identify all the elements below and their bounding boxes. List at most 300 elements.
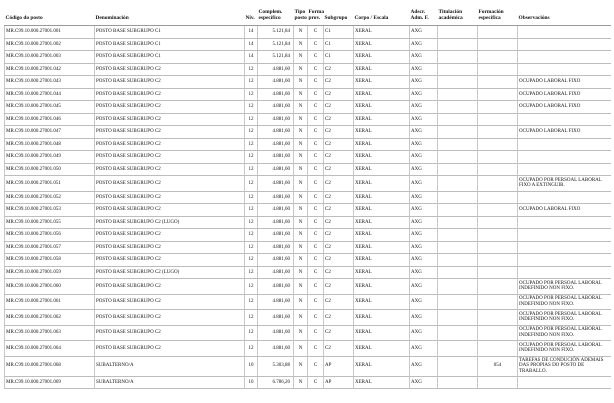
cell-codigo: MR.C99.10.000.27001.048: [5, 138, 95, 151]
cell-tipo: N: [294, 163, 308, 176]
cell-subgrupo: C2: [324, 126, 354, 139]
cell-forma: C: [308, 325, 324, 341]
table-row: [5, 126, 611, 139]
cell-subgrupo: C2: [324, 294, 354, 310]
cell-codigo: MR.C99.10.000.27001.062: [5, 310, 95, 326]
cell-forma: C: [308, 266, 324, 279]
cell-nivel: 12: [245, 294, 258, 310]
cell-titulacion: [438, 229, 478, 242]
cell-observacions: [518, 51, 611, 64]
table-row: [5, 138, 611, 151]
cell-denominacion: POSTO BASE SUBGRUPO C2 (LUGO): [95, 266, 245, 279]
cell-formacion: [478, 126, 518, 139]
cell-formacion: [478, 279, 518, 295]
cell-titulacion: [438, 241, 478, 254]
cell-adscricion: AXG: [410, 163, 438, 176]
cell-codigo: MR.C99.10.000.27001.064: [5, 341, 95, 357]
cell-denominacion: POSTO BASE SUBGRUPO C2: [95, 101, 245, 114]
cell-forma: C: [308, 63, 324, 76]
cell-complemento: 5.121,84: [258, 26, 294, 39]
cell-tipo: N: [294, 216, 308, 229]
table-row: [5, 26, 611, 39]
cell-corpo: XERAL: [354, 88, 410, 101]
cell-observacions: OCUPADO POR PERSOAL LABORAL FIXO A EXTINGUIR.: [518, 176, 611, 192]
cell-complemento: 4.881,60: [258, 241, 294, 254]
table-row: [5, 63, 611, 76]
cell-formacion: [478, 138, 518, 151]
cell-codigo: MR.C99.10.000.27001.059: [5, 266, 95, 279]
cell-subgrupo: C2: [324, 63, 354, 76]
header-denominacion: Denominación: [95, 0, 245, 26]
cell-forma: C: [308, 176, 324, 192]
cell-complemento: 4.881,60: [258, 63, 294, 76]
cell-denominacion: SUBALTERNO/A: [95, 376, 245, 389]
cell-forma: C: [308, 163, 324, 176]
cell-nivel: 12: [245, 341, 258, 357]
cell-tipo: N: [294, 229, 308, 242]
cell-complemento: 4.881,60: [258, 204, 294, 217]
cell-corpo: XERAL: [354, 341, 410, 357]
cell-adscricion: AXG: [410, 88, 438, 101]
cell-subgrupo: C2: [324, 229, 354, 242]
cell-titulacion: [438, 88, 478, 101]
cell-complemento: 4.881,60: [258, 216, 294, 229]
cell-subgrupo: C2: [324, 151, 354, 164]
cell-forma: C: [308, 241, 324, 254]
table-row: [5, 279, 611, 295]
cell-formacion: [478, 341, 518, 357]
cell-observacions: [518, 191, 611, 204]
cell-codigo: MR.C99.10.000.27001.061: [5, 294, 95, 310]
cell-forma: C: [308, 229, 324, 242]
cell-formacion: [478, 101, 518, 114]
cell-complemento: 4.881,60: [258, 126, 294, 139]
cell-observacions: OCUPADO POR PERSOAL LABORAL INDEFINIDO NON FIXO.: [518, 279, 611, 295]
cell-adscricion: AXG: [410, 26, 438, 39]
header-observacions: Observacións: [518, 0, 611, 26]
cell-forma: C: [308, 310, 324, 326]
cell-subgrupo: AP: [324, 376, 354, 389]
cell-observacions: OCUPADO LABORAL FIXO: [518, 76, 611, 89]
cell-complemento: 4.881,60: [258, 294, 294, 310]
cell-codigo: MR.C99.10.000.27001.052: [5, 191, 95, 204]
cell-formacion: [478, 191, 518, 204]
cell-corpo: XERAL: [354, 163, 410, 176]
cell-adscricion: AXG: [410, 254, 438, 267]
cell-forma: C: [308, 76, 324, 89]
cell-corpo: XERAL: [354, 38, 410, 51]
cell-denominacion: POSTO BASE SUBGRUPO C2: [95, 151, 245, 164]
cell-tipo: N: [294, 126, 308, 139]
cell-observacions: OCUPADO POR PERSOAL LABORAL INDEFINIDO NON FIXO.: [518, 294, 611, 310]
cell-complemento: 5.121,84: [258, 51, 294, 64]
table-row: [5, 356, 611, 376]
cell-denominacion: POSTO BASE SUBGRUPO C2: [95, 254, 245, 267]
cell-tipo: N: [294, 279, 308, 295]
cell-codigo: MR.C99.10.000.27001.058: [5, 254, 95, 267]
cell-subgrupo: C2: [324, 279, 354, 295]
cell-codigo: MR.C99.10.000.27001.045: [5, 101, 95, 114]
cell-denominacion: POSTO BASE SUBGRUPO C1: [95, 26, 245, 39]
cell-observacions: OCUPADO LABORAL FIXO: [518, 126, 611, 139]
cell-complemento: 4.881,60: [258, 310, 294, 326]
header-complemento: Complem. específico: [258, 0, 294, 26]
table-row: [5, 191, 611, 204]
cell-corpo: XERAL: [354, 241, 410, 254]
cell-adscricion: AXG: [410, 294, 438, 310]
cell-formacion: [478, 376, 518, 389]
cell-nivel: 12: [245, 241, 258, 254]
header-nivel: Nív.: [245, 0, 258, 26]
cell-adscricion: AXG: [410, 241, 438, 254]
cell-nivel: 12: [245, 63, 258, 76]
cell-observacions: OCUPADO POR PERSOAL LABORAL INDEFINIDO NON FIXO.: [518, 325, 611, 341]
cell-nivel: 12: [245, 126, 258, 139]
cell-observacions: [518, 376, 611, 389]
cell-titulacion: [438, 204, 478, 217]
cell-adscricion: AXG: [410, 310, 438, 326]
cell-complemento: 4.881,60: [258, 88, 294, 101]
cell-adscricion: AXG: [410, 113, 438, 126]
cell-tipo: N: [294, 191, 308, 204]
cell-formacion: 054: [478, 356, 518, 376]
cell-titulacion: [438, 310, 478, 326]
cell-formacion: [478, 241, 518, 254]
cell-nivel: 12: [245, 229, 258, 242]
cell-titulacion: [438, 76, 478, 89]
header-formacion: Formación específica: [478, 0, 518, 26]
table-row: [5, 88, 611, 101]
cell-forma: C: [308, 204, 324, 217]
cell-adscricion: AXG: [410, 356, 438, 376]
cell-complemento: 4.881,60: [258, 113, 294, 126]
cell-denominacion: POSTO BASE SUBGRUPO C2: [95, 176, 245, 192]
cell-observacions: [518, 241, 611, 254]
cell-subgrupo: C1: [324, 38, 354, 51]
cell-corpo: XERAL: [354, 254, 410, 267]
cell-subgrupo: AP: [324, 356, 354, 376]
cell-observacions: OCUPADO POR PERSOAL LABORAL INDEFINIDO NON FIXO.: [518, 341, 611, 357]
cell-corpo: XERAL: [354, 63, 410, 76]
cell-titulacion: [438, 376, 478, 389]
cell-tipo: N: [294, 63, 308, 76]
cell-subgrupo: C2: [324, 88, 354, 101]
cell-forma: C: [308, 191, 324, 204]
cell-complemento: 4.881,60: [258, 279, 294, 295]
cell-complemento: 5.121,84: [258, 38, 294, 51]
cell-titulacion: [438, 38, 478, 51]
cell-tipo: N: [294, 151, 308, 164]
cell-observacions: [518, 138, 611, 151]
cell-formacion: [478, 204, 518, 217]
cell-complemento: 4.881,60: [258, 191, 294, 204]
table-row: [5, 310, 611, 326]
cell-corpo: XERAL: [354, 151, 410, 164]
cell-nivel: 14: [245, 26, 258, 39]
cell-complemento: 4.881,60: [258, 76, 294, 89]
cell-forma: C: [308, 216, 324, 229]
table-row: [5, 325, 611, 341]
cell-subgrupo: C1: [324, 26, 354, 39]
cell-adscricion: AXG: [410, 376, 438, 389]
header-titulacion: Titulación académica: [438, 0, 478, 26]
cell-formacion: [478, 229, 518, 242]
cell-tipo: N: [294, 51, 308, 64]
cell-codigo: MR.C99.10.000.27001.050: [5, 163, 95, 176]
cell-tipo: N: [294, 294, 308, 310]
cell-forma: C: [308, 26, 324, 39]
cell-corpo: XERAL: [354, 279, 410, 295]
cell-observacions: OCUPADO LABORAL FIXO: [518, 101, 611, 114]
cell-adscricion: AXG: [410, 138, 438, 151]
cell-titulacion: [438, 254, 478, 267]
cell-tipo: N: [294, 113, 308, 126]
cell-complemento: 4.881,60: [258, 101, 294, 114]
cell-corpo: XERAL: [354, 216, 410, 229]
cell-titulacion: [438, 191, 478, 204]
cell-formacion: [478, 26, 518, 39]
cell-adscricion: AXG: [410, 266, 438, 279]
cell-denominacion: POSTO BASE SUBGRUPO C1: [95, 51, 245, 64]
cell-observacions: [518, 113, 611, 126]
table-row: [5, 38, 611, 51]
cell-titulacion: [438, 26, 478, 39]
cell-nivel: 10: [245, 356, 258, 376]
cell-codigo: MR.C99.10.000.27001.043: [5, 76, 95, 89]
cell-adscricion: AXG: [410, 76, 438, 89]
cell-codigo: MR.C99.10.000.27001.057: [5, 241, 95, 254]
cell-nivel: 12: [245, 138, 258, 151]
cell-tipo: N: [294, 241, 308, 254]
cell-denominacion: POSTO BASE SUBGRUPO C2: [95, 294, 245, 310]
cell-tipo: N: [294, 38, 308, 51]
cell-forma: C: [308, 88, 324, 101]
cell-forma: C: [308, 356, 324, 376]
cell-titulacion: [438, 216, 478, 229]
cell-formacion: [478, 88, 518, 101]
cell-titulacion: [438, 138, 478, 151]
cell-denominacion: POSTO BASE SUBGRUPO C2: [95, 163, 245, 176]
positions-table: [4, 0, 611, 389]
cell-complemento: 4.881,60: [258, 163, 294, 176]
cell-subgrupo: C2: [324, 76, 354, 89]
cell-complemento: 4.881,60: [258, 151, 294, 164]
cell-forma: C: [308, 151, 324, 164]
cell-formacion: [478, 254, 518, 267]
cell-formacion: [478, 51, 518, 64]
cell-nivel: 14: [245, 38, 258, 51]
cell-tipo: N: [294, 88, 308, 101]
cell-forma: C: [308, 51, 324, 64]
cell-formacion: [478, 266, 518, 279]
cell-tipo: N: [294, 325, 308, 341]
cell-tipo: N: [294, 26, 308, 39]
cell-corpo: XERAL: [354, 191, 410, 204]
cell-denominacion: SUBALTERNO/A: [95, 356, 245, 376]
cell-corpo: XERAL: [354, 229, 410, 242]
cell-corpo: XERAL: [354, 325, 410, 341]
cell-adscricion: AXG: [410, 51, 438, 64]
cell-denominacion: POSTO BASE SUBGRUPO C2: [95, 310, 245, 326]
table-row: [5, 101, 611, 114]
cell-complemento: 4.881,60: [258, 176, 294, 192]
table-row: [5, 254, 611, 267]
cell-observacions: [518, 266, 611, 279]
cell-denominacion: POSTO BASE SUBGRUPO C2: [95, 204, 245, 217]
table-row: [5, 51, 611, 64]
cell-adscricion: AXG: [410, 176, 438, 192]
table-row: [5, 76, 611, 89]
table-row: [5, 151, 611, 164]
cell-forma: C: [308, 254, 324, 267]
table-row: [5, 216, 611, 229]
cell-titulacion: [438, 113, 478, 126]
cell-formacion: [478, 294, 518, 310]
cell-subgrupo: C2: [324, 101, 354, 114]
cell-subgrupo: C2: [324, 216, 354, 229]
table-row: [5, 341, 611, 357]
cell-tipo: N: [294, 76, 308, 89]
cell-codigo: MR.C99.10.000.27001.056: [5, 229, 95, 242]
cell-titulacion: [438, 279, 478, 295]
cell-tipo: N: [294, 204, 308, 217]
cell-forma: C: [308, 279, 324, 295]
table-row: [5, 241, 611, 254]
cell-nivel: 12: [245, 191, 258, 204]
cell-codigo: MR.C99.10.000.27001.002: [5, 38, 95, 51]
cell-denominacion: POSTO BASE SUBGRUPO C2: [95, 341, 245, 357]
cell-codigo: MR.C99.10.000.27001.051: [5, 176, 95, 192]
cell-adscricion: AXG: [410, 325, 438, 341]
cell-adscricion: AXG: [410, 126, 438, 139]
cell-titulacion: [438, 151, 478, 164]
cell-denominacion: POSTO BASE SUBGRUPO C2: [95, 126, 245, 139]
cell-codigo: MR.C99.10.000.27001.063: [5, 325, 95, 341]
cell-codigo: MR.C99.10.000.27001.055: [5, 216, 95, 229]
table-row: [5, 176, 611, 192]
cell-corpo: XERAL: [354, 356, 410, 376]
cell-forma: C: [308, 113, 324, 126]
cell-adscricion: AXG: [410, 341, 438, 357]
cell-nivel: 12: [245, 163, 258, 176]
cell-observacions: TAREFAS DE CONDUCIÓN ADEMAIS DAS PROPIAS DO POSTO DE TRABALLO.: [518, 356, 611, 376]
cell-corpo: XERAL: [354, 113, 410, 126]
cell-observacions: OCUPADO LABORAL FIXO: [518, 88, 611, 101]
cell-nivel: 12: [245, 101, 258, 114]
cell-subgrupo: C2: [324, 341, 354, 357]
cell-nivel: 12: [245, 254, 258, 267]
cell-corpo: XERAL: [354, 126, 410, 139]
cell-complemento: 4.881,60: [258, 229, 294, 242]
cell-complemento: 4.881,60: [258, 254, 294, 267]
cell-titulacion: [438, 126, 478, 139]
cell-complemento: 4.881,60: [258, 266, 294, 279]
table-row: [5, 163, 611, 176]
cell-adscricion: AXG: [410, 191, 438, 204]
cell-subgrupo: C2: [324, 163, 354, 176]
cell-titulacion: [438, 63, 478, 76]
header-codigo: Código do posto: [5, 0, 95, 26]
cell-subgrupo: C2: [324, 254, 354, 267]
cell-adscricion: AXG: [410, 204, 438, 217]
table-row: [5, 376, 611, 389]
table-body: [5, 26, 611, 389]
cell-observacions: [518, 26, 611, 39]
cell-corpo: XERAL: [354, 101, 410, 114]
cell-observacions: OCUPADO LABORAL FIXO: [518, 204, 611, 217]
cell-nivel: 12: [245, 113, 258, 126]
cell-subgrupo: C2: [324, 191, 354, 204]
cell-tipo: N: [294, 101, 308, 114]
cell-formacion: [478, 151, 518, 164]
cell-denominacion: POSTO BASE SUBGRUPO C2: [95, 76, 245, 89]
header-adscricion-label: Adscr. Adm.: [410, 9, 426, 22]
cell-subgrupo: C2: [324, 241, 354, 254]
cell-formacion: [478, 216, 518, 229]
cell-formacion: [478, 63, 518, 76]
cell-codigo: MR.C99.10.000.27001.049: [5, 151, 95, 164]
cell-forma: C: [308, 126, 324, 139]
cell-denominacion: POSTO BASE SUBGRUPO C2: [95, 325, 245, 341]
cell-codigo: MR.C99.10.000.27001.001: [5, 26, 95, 39]
cell-forma: C: [308, 341, 324, 357]
cell-denominacion: POSTO BASE SUBGRUPO C2: [95, 241, 245, 254]
cell-corpo: XERAL: [354, 176, 410, 192]
cell-denominacion: POSTO BASE SUBGRUPO C2: [95, 88, 245, 101]
cell-nivel: 12: [245, 325, 258, 341]
cell-adscricion: AXG: [410, 279, 438, 295]
cell-corpo: XERAL: [354, 376, 410, 389]
cell-nivel: 12: [245, 151, 258, 164]
cell-denominacion: POSTO BASE SUBGRUPO C2: [95, 63, 245, 76]
cell-subgrupo: C2: [324, 310, 354, 326]
cell-titulacion: [438, 51, 478, 64]
header-corpo: Corpo / Escala: [354, 0, 410, 26]
cell-observacions: [518, 151, 611, 164]
cell-forma: C: [308, 376, 324, 389]
table-row: [5, 266, 611, 279]
header-forma: Forma prov.: [308, 0, 324, 26]
cell-tipo: N: [294, 310, 308, 326]
cell-observacions: OCUPADO POR PERSOAL LABORAL INDEFINIDO NON FIXO.: [518, 310, 611, 326]
cell-codigo: MR.C99.10.000.27001.069: [5, 376, 95, 389]
header-funcion-label: F.: [424, 15, 429, 22]
cell-titulacion: [438, 163, 478, 176]
cell-formacion: [478, 176, 518, 192]
cell-corpo: XERAL: [354, 310, 410, 326]
table-row: [5, 294, 611, 310]
cell-tipo: N: [294, 138, 308, 151]
cell-forma: C: [308, 38, 324, 51]
cell-nivel: 12: [245, 76, 258, 89]
cell-denominacion: POSTO BASE SUBGRUPO C1: [95, 38, 245, 51]
cell-subgrupo: C2: [324, 113, 354, 126]
cell-forma: C: [308, 101, 324, 114]
cell-codigo: MR.C99.10.000.27001.044: [5, 88, 95, 101]
cell-nivel: 12: [245, 88, 258, 101]
cell-formacion: [478, 163, 518, 176]
cell-subgrupo: C2: [324, 176, 354, 192]
cell-codigo: MR.C99.10.000.27001.047: [5, 126, 95, 139]
cell-nivel: 12: [245, 279, 258, 295]
cell-observacions: [518, 229, 611, 242]
cell-nivel: 12: [245, 266, 258, 279]
cell-subgrupo: C1: [324, 51, 354, 64]
cell-corpo: XERAL: [354, 266, 410, 279]
cell-codigo: MR.C99.10.000.27001.068: [5, 356, 95, 376]
header-subgrupo: Subgrupo: [324, 0, 354, 26]
cell-formacion: [478, 325, 518, 341]
